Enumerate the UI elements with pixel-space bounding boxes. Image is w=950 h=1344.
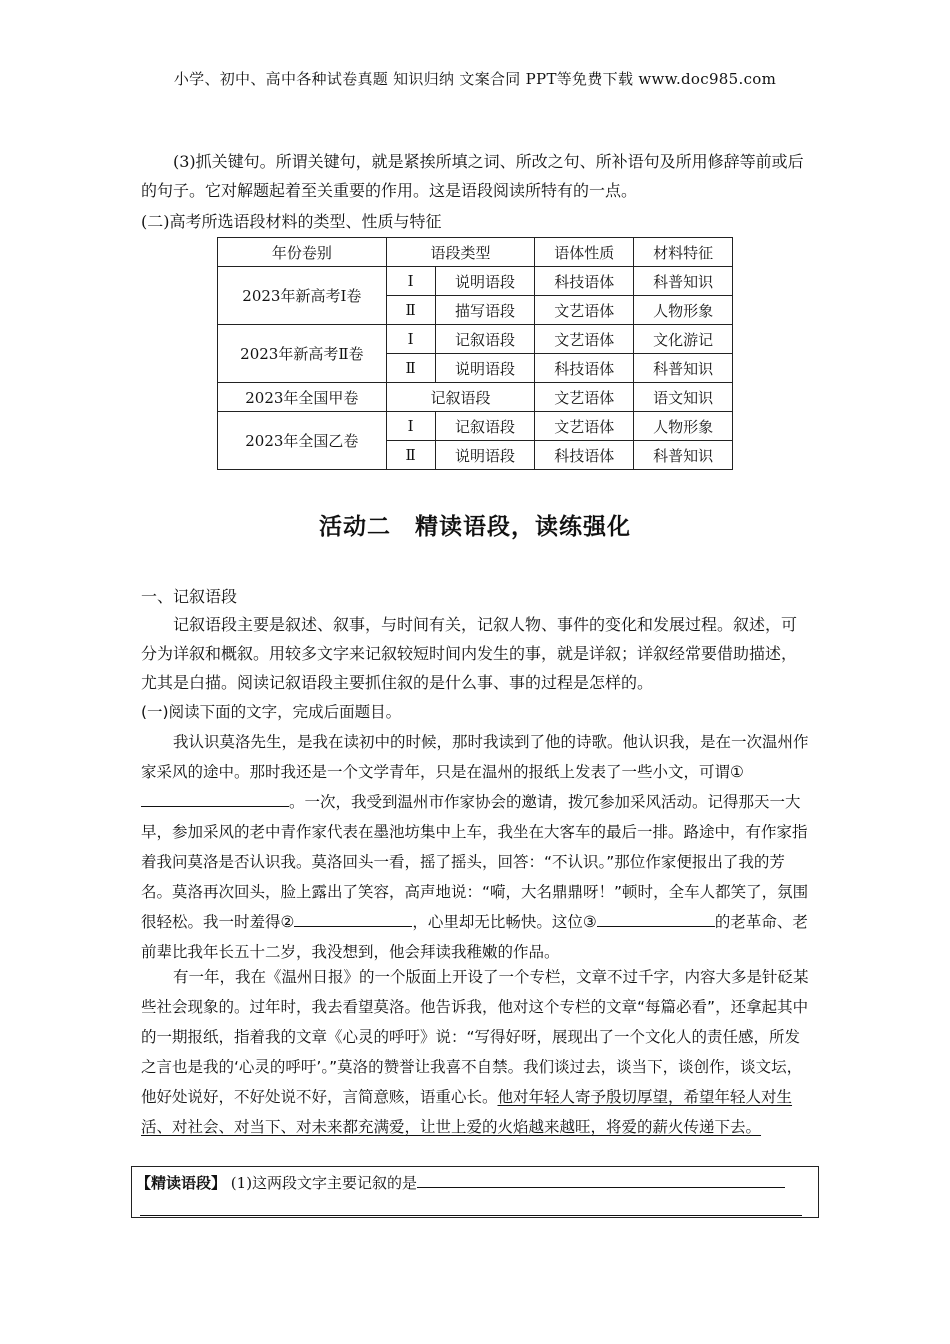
- activity-title: 活动二 精读语段，读练强化: [319, 514, 631, 540]
- exam-cell: 2023年新高考Ⅱ卷: [218, 325, 387, 383]
- type-cell: 说明语段: [435, 354, 535, 383]
- type-cell: 记叙语段: [435, 412, 535, 441]
- task-instruction: (一)阅读下面的文字，完成后面题目。: [141, 703, 402, 721]
- passage-text: 的老革命、老前辈比我年长五十二岁，我没想到，他会拜读我稚嫩的作品。: [141, 913, 808, 961]
- style-cell: 文艺语体: [535, 383, 634, 412]
- table-header-row: [218, 238, 733, 267]
- number-cell: Ⅱ: [386, 296, 435, 325]
- number-cell: Ⅱ: [386, 354, 435, 383]
- type-cell: 描写语段: [435, 296, 535, 325]
- style-cell: 文艺语体: [535, 325, 634, 354]
- exam-cell: 2023年全国乙卷: [218, 412, 387, 470]
- table-row: [218, 383, 733, 412]
- blank-2[interactable]: [294, 908, 412, 927]
- answer-blank-1[interactable]: [417, 1169, 785, 1188]
- passage-text: 我认识莫洛先生，是我在读初中的时候，那时我读到了他的诗歌。他认识我，是在一次温州作家采风的途中。那时我还是一个文学青年，只是在温州的报纸上发表了一些小文，可谓①: [141, 733, 809, 781]
- question-line: [136, 1169, 785, 1194]
- question-label: 【精读语段】: [136, 1174, 227, 1192]
- question-box: [131, 1166, 819, 1218]
- number-cell: Ⅰ: [386, 412, 435, 441]
- feature-cell: 文化游记: [634, 325, 733, 354]
- underlined-sentence: 他对年轻人寄予殷切厚望，希望年轻人对生活、对社会、对当下、对未来都充满爱，让世上爱的火焰越来越旺，将爱的薪火传递下去。: [141, 1088, 793, 1136]
- type-cell: 说明语段: [435, 267, 535, 296]
- exam-cell: 2023年新高考Ⅰ卷: [218, 267, 387, 325]
- exam-materials-table: [217, 237, 733, 470]
- header-cell: 语段类型: [386, 238, 535, 267]
- question-text: (1)这两段文字主要记叙的是: [230, 1174, 418, 1192]
- style-cell: 科技语体: [535, 441, 634, 470]
- feature-cell: 科普知识: [634, 354, 733, 383]
- table-row: [218, 325, 733, 354]
- feature-cell: 人物形象: [634, 296, 733, 325]
- section-heading: 一、记叙语段: [141, 587, 238, 606]
- feature-cell: 科普知识: [634, 441, 733, 470]
- table-row: [218, 412, 733, 441]
- exam-cell: 2023年全国甲卷: [218, 383, 387, 412]
- type-cell: 记叙语段: [435, 325, 535, 354]
- blank-3[interactable]: [597, 908, 715, 927]
- style-cell: 科技语体: [535, 267, 634, 296]
- passage-text: 。一次，我受到温州市作家协会的邀请，拨冗参加采风活动。记得那天一大早，参加采风的老中青作家代表在墨池坊集中上车，我坐在大客车的最后一排。路途中，有作家指着我问莫洛是否认识我。莫洛回头一看，摇了摇头，回答：“不认识。”那位作家便报出了我的芳名。莫洛再次回头，脸上露出了笑容，高声地说：“嗬，大名鼎鼎呀！”顿时，全车人都笑了，氛围很轻松。我一时羞得②: [141, 793, 809, 931]
- page-header: 小学、初中、高中各种试卷真题 知识归纳 文案合同 PPT等免费下载 www.doc985.com: [173, 70, 777, 88]
- passage-text: 有一年，我在《温州日报》的一个版面上开设了一个专栏，文章不过千字，内容大多是针砭某些社会现象的。过年时，我去看望莫洛。他告诉我，他对这个专栏的文章“每篇必看”，还拿起其中的一期报纸，指着我的文章《心灵的呼吁》说：“写得好呀，展现出了一个文化人的责任感，所发之言也是我的‘心灵的呼吁’。”莫洛的赞誉让我喜不自禁。我们谈过去，谈当下，谈创作，谈文坛，他好处说好，不好处说不好，言简意赅，语重心长。: [141, 968, 809, 1106]
- feature-cell: 人物形象: [634, 412, 733, 441]
- style-cell: 文艺语体: [535, 296, 634, 325]
- passage-text: ，心里却无比畅快。这位③: [412, 913, 597, 931]
- intro-paragraph: (3)抓关键句。所谓关键句，就是紧挨所填之词、所改之句、所补语句及所用修辞等前或后的句子。它对解题起着至关重要的作用。这是语段阅读所特有的一点。: [141, 152, 804, 200]
- number-cell: Ⅰ: [386, 267, 435, 296]
- feature-cell: 语文知识: [634, 383, 733, 412]
- style-cell: 科技语体: [535, 354, 634, 383]
- header-cell: 年份卷别: [218, 238, 387, 267]
- passage-paragraph-2: [141, 962, 811, 1142]
- blank-1[interactable]: [141, 788, 289, 807]
- number-cell: Ⅰ: [386, 325, 435, 354]
- type-cell: 说明语段: [435, 441, 535, 470]
- passage-paragraph-1: [141, 727, 811, 967]
- table-caption: (二)高考所选语段材料的类型、性质与特征: [141, 212, 442, 231]
- number-cell: Ⅱ: [386, 441, 435, 470]
- type-cell: 记叙语段: [386, 383, 535, 412]
- table-row: [218, 267, 733, 296]
- style-cell: 文艺语体: [535, 412, 634, 441]
- section-description: 记叙语段主要是叙述、叙事，与时间有关，记叙人物、事件的变化和发展过程。叙述，可分为详叙和概叙。用较多文字来记叙较短时间内发生的事，就是详叙；详叙经常要借助描述，尤其是白描。阅读记叙语段主要抓住叙的是什么事、事的过程是怎样的。: [141, 615, 798, 692]
- header-cell: 材料特征: [634, 238, 733, 267]
- feature-cell: 科普知识: [634, 267, 733, 296]
- header-cell: 语体性质: [535, 238, 634, 267]
- answer-blank-2[interactable]: [140, 1215, 802, 1216]
